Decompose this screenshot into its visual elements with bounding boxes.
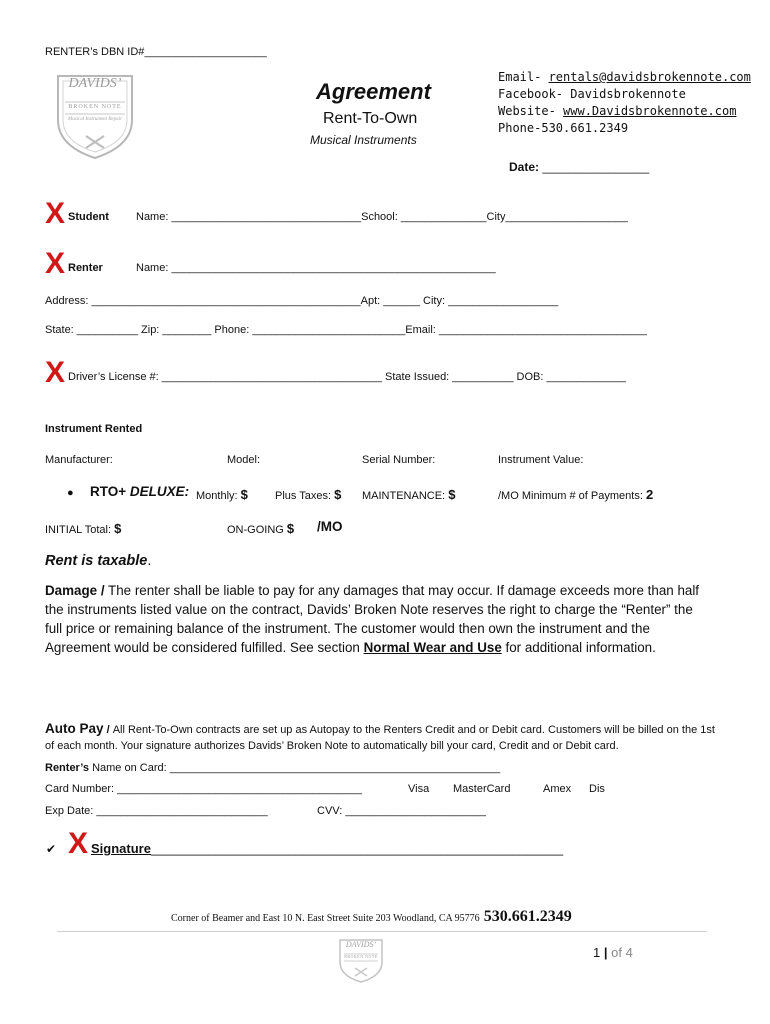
dbn-id-label: RENTER’s DBN ID#: [45, 46, 145, 58]
logo-line2: BROKEN NOTE: [68, 104, 122, 110]
per-month-label: /MO: [317, 519, 343, 534]
monthly-label: Monthly:: [196, 490, 238, 502]
plus-taxes-label: Plus Taxes:: [275, 490, 332, 502]
name-on-card-field[interactable]: [45, 762, 500, 774]
student-label: Student: [68, 211, 109, 223]
renters-label: Renter’s: [45, 762, 90, 774]
ongoing-dollar: $: [286, 521, 295, 536]
signature-blank: _________________________________________________________: [150, 841, 564, 856]
footer-divider: [57, 931, 707, 932]
amex-option[interactable]: Amex: [543, 783, 572, 795]
ongoing-label: ON-GOING: [227, 524, 284, 536]
date-field[interactable]: [509, 160, 649, 174]
contact-facebook: Facebook- Davidsbrokennote: [498, 87, 686, 101]
maintenance-label: MAINTENANCE:: [362, 490, 446, 502]
autopay-paragraph: [45, 721, 715, 754]
signature-label: Signature: [91, 841, 151, 856]
page-current: 1: [593, 945, 601, 960]
footer-logo: [336, 934, 386, 984]
manufacturer-field[interactable]: Manufacturer:: [45, 454, 113, 466]
autopay-label: Auto Pay: [45, 721, 104, 736]
plus-taxes-field[interactable]: [275, 487, 341, 502]
cvv-field[interactable]: CVV: _______________________: [317, 805, 487, 817]
page-separator: |: [603, 945, 608, 960]
discover-option[interactable]: Dis: [589, 783, 605, 795]
min-payments-label: /MO Minimum # of Payments:: [498, 490, 643, 502]
rent-taxable-note: [45, 553, 151, 569]
email-link[interactable]: rentals@davidsbrokennote.com: [548, 70, 751, 84]
license-field[interactable]: Driver’s License #: ____________________________________ State Issued: __________ DOB: _____________: [68, 371, 627, 383]
mastercard-option[interactable]: MasterCard: [453, 783, 511, 795]
signature-field[interactable]: [91, 841, 563, 856]
ongoing-field[interactable]: [227, 521, 294, 536]
date-blank: ________________: [542, 160, 650, 174]
email-label: Email-: [498, 70, 549, 84]
damage-tail: for additional information.: [501, 640, 656, 655]
instrument-value-field[interactable]: Instrument Value:: [498, 454, 584, 466]
rent-taxable-dot: .: [147, 553, 152, 569]
footer-logo-name: DAVIDS’: [345, 940, 377, 949]
normal-wear-reference: Normal Wear and Use: [363, 640, 502, 655]
page-total: of 4: [611, 945, 633, 960]
footer-address-line: [171, 908, 572, 926]
rto-label: RTO+: [90, 484, 127, 499]
date-label: Date:: [509, 160, 540, 174]
initial-dollar: $: [114, 521, 122, 536]
renter-x-mark: X: [45, 247, 66, 280]
initial-total-label: INITIAL Total:: [45, 524, 112, 536]
damage-text: The renter shall be liable to pay for any damages that may occur. If damage exceeds more than half the instruments listed value on the contract, Davids’ Broken Note reserves the right to charge the “Renter” the full price or remaining balance of the instrument. The customer would then own the instrument and the Agreement would be considered fulfilled. See section: [45, 583, 700, 655]
monthly-field[interactable]: [196, 487, 248, 502]
address-field[interactable]: Address: ____________________________________________Apt: ______ City: __________________: [45, 295, 559, 307]
autopay-slash: /: [103, 724, 113, 736]
renter-name-field[interactable]: Name: _____________________________________________________: [136, 262, 496, 274]
license-x-mark: X: [45, 356, 66, 389]
deluxe-label: DELUXE:: [129, 484, 190, 499]
maintenance-field[interactable]: [362, 487, 455, 502]
website-link[interactable]: www.Davidsbrokennote.com: [563, 104, 737, 118]
logo-line3: Musical Instrument Repair: [68, 117, 122, 122]
contact-email: [498, 69, 751, 86]
footer-address: Corner of Beamer and East 10 N. East Street Suite 203 Woodland, CA 95776: [171, 913, 480, 924]
autopay-text: All Rent-To-Own contracts are set up as Autopay to the Renters Credit and or Debit card. Customers will be billed on the 1st of each month. Your signature authorizes Davids’ Broken Note to automatically bill your card, Credit and or Debit card.: [45, 724, 715, 752]
student-name-field[interactable]: Name: _______________________________School: ______________City____________________: [136, 211, 628, 223]
signature-x-mark: X: [68, 827, 89, 860]
name-on-card-blank: Name on Card: ______________________________________________________: [89, 762, 501, 774]
footer-logo-line2: BROKEN NOTE: [344, 954, 378, 959]
min-payments-field: [498, 487, 653, 502]
dbn-id-field: [45, 46, 267, 58]
contact-block: [498, 69, 751, 137]
card-number-field[interactable]: Card Number: ________________________________________: [45, 783, 362, 795]
rent-taxable-text: Rent is taxable: [45, 553, 148, 569]
min-payments-value: 2: [645, 487, 654, 502]
page-title: Agreement: [316, 79, 431, 104]
visa-option[interactable]: Visa: [408, 783, 430, 795]
renter-label: Renter: [68, 262, 103, 274]
monthly-dollar: $: [240, 487, 248, 502]
damage-label: Damage /: [45, 583, 105, 598]
taxes-dollar: $: [334, 487, 342, 502]
footer-phone: 530.661.2349: [483, 908, 572, 925]
rto-deluxe-label: [90, 484, 189, 499]
state-zip-phone-email-field[interactable]: State: __________ Zip: ________ Phone: _________________________Email: __________________________________: [45, 324, 647, 336]
serial-field[interactable]: Serial Number:: [362, 454, 436, 466]
page-number: [593, 945, 633, 960]
student-x-mark: X: [45, 197, 66, 230]
model-field[interactable]: Model:: [227, 454, 261, 466]
dbn-id-blank: ____________________: [144, 46, 267, 58]
company-logo: [50, 62, 140, 160]
website-label: Website-: [498, 104, 564, 118]
initial-total-field[interactable]: [45, 521, 121, 536]
logo-name: DAVIDS’: [68, 76, 122, 91]
bullet-icon: ●: [67, 487, 74, 499]
exp-date-field[interactable]: Exp Date: ____________________________: [45, 805, 268, 817]
checkmark-icon: ✔: [46, 842, 57, 856]
maintenance-dollar: $: [448, 487, 456, 502]
page-subtitle: Rent-To-Own: [323, 110, 418, 127]
damage-paragraph: [45, 581, 705, 657]
page-subtitle-2: Musical Instruments: [310, 133, 417, 147]
contact-website: [498, 103, 751, 120]
contact-phone: Phone-530.661.2349: [498, 121, 629, 135]
instrument-heading: Instrument Rented: [45, 423, 143, 435]
